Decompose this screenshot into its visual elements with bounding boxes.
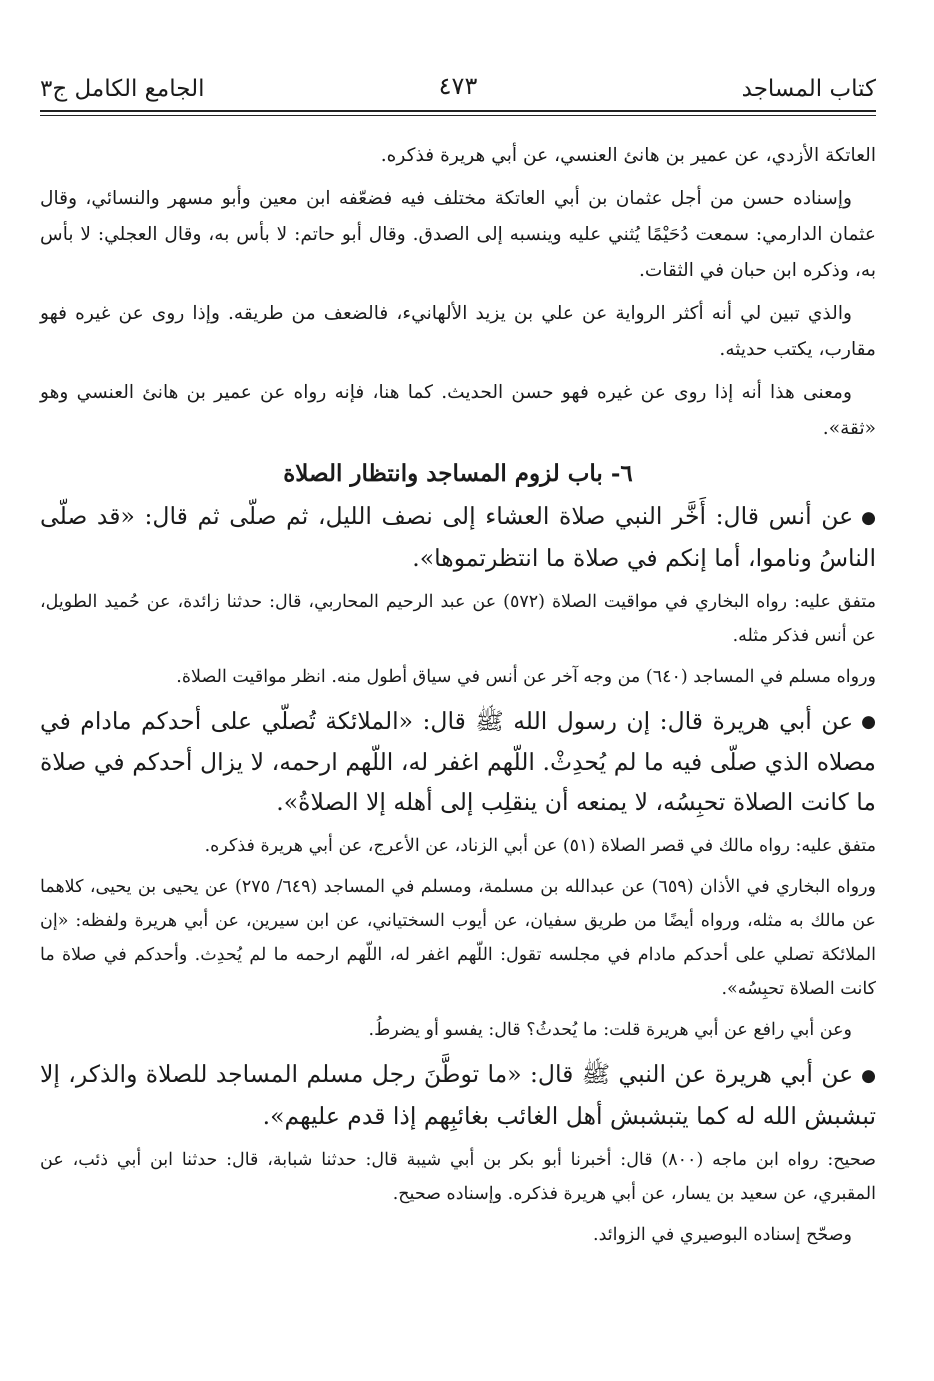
hadith-text [40, 1054, 876, 1136]
takhrij-note: متفق عليه: رواه البخاري في مواقيت الصلاة (٥٧٢) عن عبد الرحيم المحاربي، قال: حدثنا زائدة، عن حُميد الطويل، عن أنس فذكر مثله. [40, 591, 876, 646]
chapter-title: كتاب المساجد [741, 76, 876, 103]
hadith-text [40, 496, 876, 578]
paragraph: العاتكة الأزدي، عن عمير بن هانئ العنسي، عن أبي هريرة فذكره. [380, 145, 876, 166]
bullet-icon: ● [861, 507, 876, 528]
hadith-body: عن أنس قال: أَخَّر النبي صلاة العشاء إلى نصف الليل، ثم صلّى ثم قال: «قد صلّى الناسُ وناموا، أما إنكم في صلاة ما انتظرتموها». [40, 502, 876, 572]
bullet-icon: ● [861, 1065, 876, 1086]
takhrij-note: صحيح: رواه ابن ماجه (٨٠٠) قال: أخبرنا أبو بكر بن أبي شيبة قال: حدثنا شبابة، قال: حدثنا ابن أبي ذئب، عن المقبري، عن سعيد بن يسار، عن أبي هريرة فذكره. وإسناده صحيح. [40, 1149, 876, 1204]
paragraph: وإسناده حسن من أجل عثمان بن أبي العاتكة مختلف فيه فضعّفه ابن معين وأبو مسهر والنسائي، وقال عثمان الدارمي: سمعت دُحَيْمًا يُثني عليه وينسبه إلى الصدق. وقال أبو حاتم: لا بأس به، وقال العجلي: لا بأس به، وذكره ابن حبان في الثقات. [40, 188, 876, 281]
paragraph: والذي تبين لي أنه أكثر الرواية عن علي بن يزيد الألهانيء، فالضعف من طريقه. وإذا روى عن غيره فهو مقارب، يكتب حديثه. [40, 303, 876, 360]
bullet-icon: ● [861, 712, 876, 732]
book-page [40, 62, 876, 1259]
hadith-body: عن أبي هريرة قال: إن رسول الله ﷺ قال: «الملائكة تُصلّي على أحدكم مادام في مصلاه الذي صلّى فيه ما لم يُحدِثْ. اللّهم اغفر له، اللّهم ارحمه، لا يزال أحدكم في صلاة ما كانت الصلاة تحبِسُه، لا يمنعه أن ينقلِب إلى أهله إلا الصلاةُ». [40, 706, 876, 816]
hadith-body: عن أبي هريرة عن النبي ﷺ قال: «ما توطَّنَ رجل مسلم المساجد للصلاة والذكر، إلا تبشبش الله له كما يتبشبش أهل الغائب بغائبِهم إذا قدم عليهم». [40, 1060, 876, 1130]
running-header [40, 62, 876, 104]
takhrij-note: وصحّح إسناده البوصيري في الزوائد. [593, 1224, 852, 1245]
takhrij-note: ورواه مسلم في المساجد (٦٤٠) من وجه آخر عن أنس في سياق أطول منه. انظر مواقيت الصلاة. [176, 666, 876, 687]
hadith-text [40, 701, 876, 823]
takhrij-note: متفق عليه: رواه مالك في قصر الصلاة (٥١) عن أبي الزناد، عن الأعرج، عن أبي هريرة فذكره. [204, 836, 876, 856]
takhrij-note: وعن أبي رافع عن أبي هريرة قلت: ما يُحدثُ؟ قال: يفسو أو يضرطُ. [368, 1020, 852, 1040]
page-body [40, 138, 876, 1252]
paragraph: ومعنى هذا أنه إذا روى عن غيره فهو حسن الحديث. كما هنا، فإنه رواه عن عمير بن هانئ العنسي وهو «ثقة». [40, 382, 876, 439]
page-number: ٤٧٣ [438, 72, 478, 100]
book-title: الجامع الكامل ج٣ [40, 76, 205, 103]
section-heading: ٦- باب لزوم المساجد وانتظار الصلاة [283, 460, 633, 487]
header-rule [40, 110, 876, 116]
takhrij-note: ورواه البخاري في الأذان (٦٥٩) عن عبدالله بن مسلمة، ومسلم في المساجد (٦٤٩/ ٢٧٥) عن يحيى بن يحيى، كلاهما عن مالك به مثله، ورواه أيضًا من طريق سفيان، عن أيوب السختياني، عن ابن سيرين، عن أبي هريرة ولفظه: «إن الملائكة تصلي على أحدكم مادام في مجلسه تقول: اللّهم اغفر له، اللّهم ارحمه ما لم يُحدِث. وأحدكم في صلاة ما كانت الصلاة تحبِسُه». [40, 877, 876, 999]
